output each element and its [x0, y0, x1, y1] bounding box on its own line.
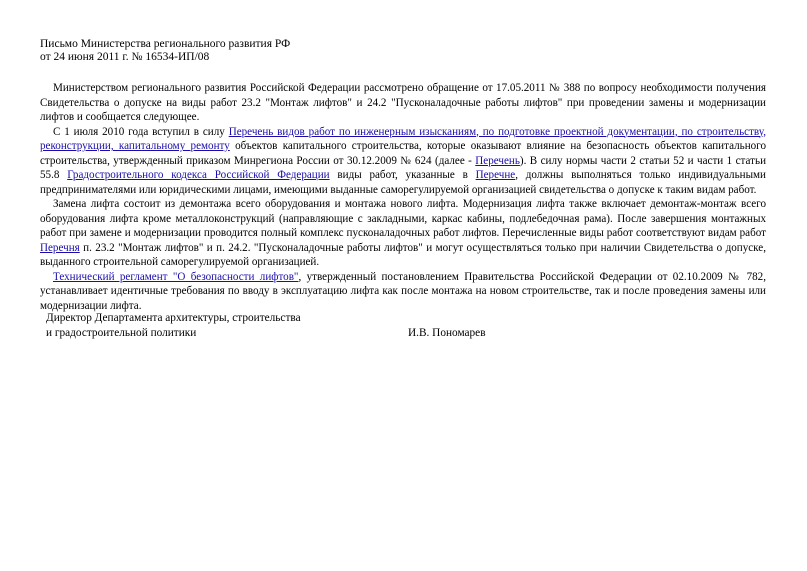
signatory-position-line2: и градостроительной политики	[46, 326, 197, 339]
signature-block	[46, 311, 301, 340]
letter-date-number: от 24 июня 2011 г. № 16534-ИП/08	[40, 51, 210, 63]
link-perechnya[interactable]: Перечня	[40, 241, 80, 254]
paragraph-text: объектов капитального строительства, которые оказывают влияние на безопасность объектов капитального строительства, утвержденный приказом Минрегиона России от 30.12.2009 № 624 (далее -	[40, 140, 766, 167]
link-perechen-vidov-rabot[interactable]: Перечень видов работ по инженерным изысканиям, по подготовке проектной документации, по строительству, реконструкции, капитальному ремонту	[40, 125, 766, 152]
paragraph-text: Замена лифта состоит из демонтажа всего оборудования и монтажа нового лифта. Модернизация лифта также включает демонтаж-монтаж всего оборудования лифта кроме металлоконструкций (направляющие с закладными, каркас кабины, подлебедочная рама). После завершения монтажных работ при замене и модернизации проводится полный комплекс пусконаладочных работ лифтов. Перечисленные виды работ соответствуют видам работ	[40, 198, 766, 239]
letter-document	[40, 38, 766, 313]
link-perechne[interactable]: Перечне	[475, 169, 516, 181]
paragraph-text: , утвержденный постановлением Правительства Российской Федерации от 02.10.2009 № 782, устанавливает идентичные требования по вводу в эксплуатацию лифта как после монтажа на новом строительстве, так и после проведения замены или модернизации лифта.	[40, 270, 767, 312]
paragraph-text: Министерством регионального развития Российской Федерации рассмотрено обращение от 17.05.2011 № 388 по вопросу необходимости получения Свидетельства о допуске на виды работ 23.2 "Монтаж лифтов" и 24.2 "Пусконаладочные работы лифтов" при проведении замены и модернизации лифтов и сообщается следующее.	[40, 82, 766, 123]
paragraph-text: ). В силу нормы части 2 статьи 52 и части 1 статьи 55.8	[40, 154, 767, 181]
paragraph-1	[40, 81, 766, 125]
paragraph-text: С 1 июля 2010 года вступил в силу	[53, 125, 229, 138]
paragraph-3	[40, 197, 766, 270]
link-tekhnichesky-reglament[interactable]: Технический регламент "О безопасности лифтов"	[53, 270, 299, 283]
signatory-name: И.В. Пономарев	[408, 327, 486, 339]
paragraph-text: , должны выполняться только индивидуальными предпринимателями или юридическими лицами, имеющими выданные саморегулируемой организацией свидетельства о допуске к таким видам работ.	[40, 169, 766, 196]
link-gradostroitelny-kodeks[interactable]: Градостроительного кодекса Российской Федерации	[67, 169, 330, 181]
paragraph-2	[40, 125, 766, 198]
paragraph-4	[40, 270, 766, 314]
letter-title: Письмо Министерства регионального развития РФ	[40, 38, 291, 50]
paragraph-text: п. 23.2 "Монтаж лифтов" и п. 24.2. "Пусконаладочные работы лифтов" и могут осуществляться только при наличии Свидетельства о допуске, выданного строительной саморегулируемой организацией.	[40, 241, 766, 268]
link-perechen-1[interactable]: Перечень	[475, 154, 520, 167]
paragraph-text: виды работ, указанные в	[329, 169, 476, 181]
letter-body	[40, 81, 766, 313]
signatory-position-line1: Директор Департамента архитектуры, строительства	[46, 312, 301, 324]
